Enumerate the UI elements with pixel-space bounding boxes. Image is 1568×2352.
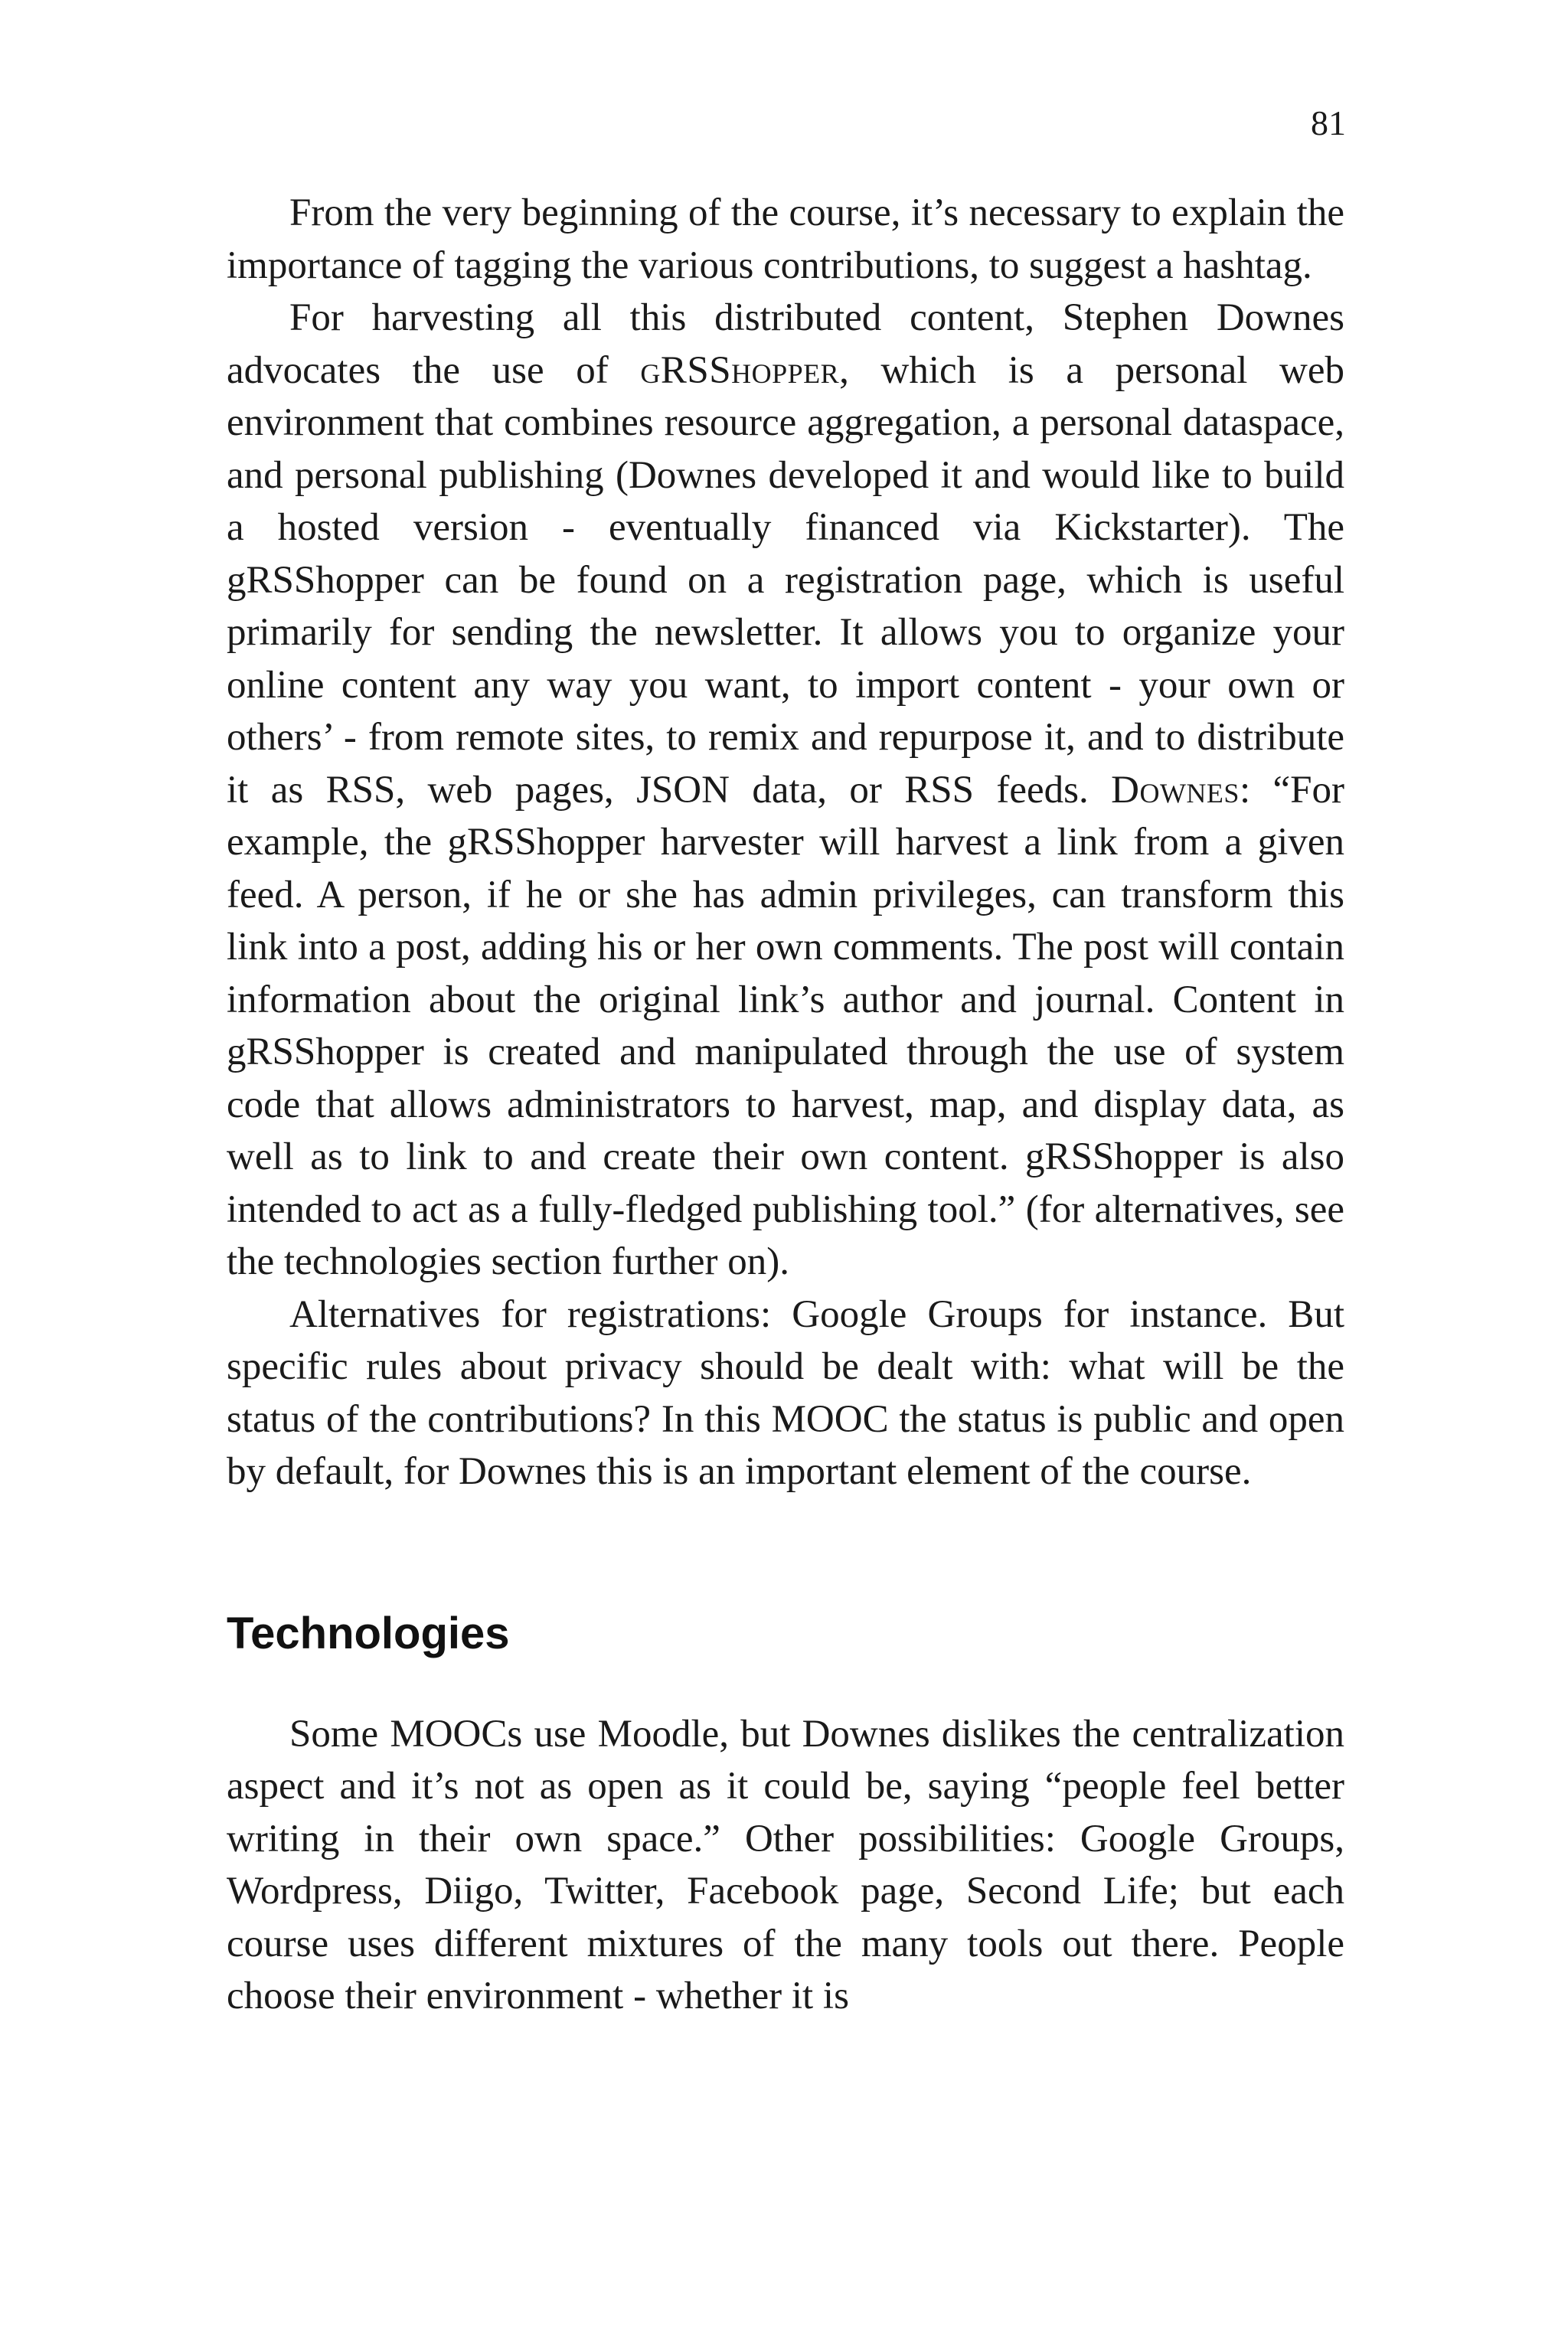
speaker-name: Downes bbox=[1111, 768, 1240, 812]
paragraph-grsshopper-quote: : “For example, the gRSShopper harvester will harvest a link from a given feed. A person, if he or she has admin privileges, can transform this link into a post, adding his or her own comments. The post will contain information about the original link’s author and journal. Content in gRSShopper is created and manipulated through the use of system code that allows administrators to harvest, map, and display data, as well as to link to and create their own content. gRSShopper is also intended to act as a fully-fledged publishing tool.” (for alternatives, see the technologies section further on). bbox=[227, 768, 1344, 1283]
paragraph-grsshopper-body: , which is a personal web environment that combines resource aggregation, a personal dataspace, and personal publishing (Downes developed it and would like to build a hosted version - eventually financed via Kickstarter). The gRSShopper can be found on a registration page, which is useful primarily for sending the newsletter. It allows you to organize your online content any way you want, to import content - your own or others’ - from remote sites, to remix and repurpose it, and to distribute it as RSS, web pages, JSON data, or RSS feeds. bbox=[227, 348, 1345, 812]
paragraph-tagging: From the very beginning of the course, it’s necessary to explain the importance of tagging the various contributions, to suggest a hashtag. bbox=[227, 191, 1344, 287]
paragraph-grsshopper-intro: For harvesting all this distributed content, Stephen Downes advocates the use of bbox=[227, 296, 1344, 392]
paragraph-registrations: Alternatives for registrations: Google Groups for instance. But specific rules about privacy should be dealt with: what will be the status of the contributions? In this MOOC the status is public and open by default, for Downes this is an important element of the course. bbox=[227, 1292, 1344, 1493]
page-number: 81 bbox=[1311, 103, 1346, 142]
paragraph-technologies: Some MOOCs use Moodle, but Downes dislikes the centralization aspect and it’s not as open as it could be, saying “people feel better writing in their own space.” Other possibilities: Google Groups, Wordpress, Diigo, Twitter, Facebook page, Second Life; but each course uses different mixtures of the many tools out there. People choose their environment - whether it is bbox=[227, 1712, 1344, 2017]
section-heading-technologies: Technologies bbox=[227, 1608, 510, 1658]
paragraph-grsshopper bbox=[227, 292, 1344, 1289]
page-body bbox=[227, 187, 1344, 2023]
grsshopper-name: gRSShopper bbox=[640, 348, 840, 392]
